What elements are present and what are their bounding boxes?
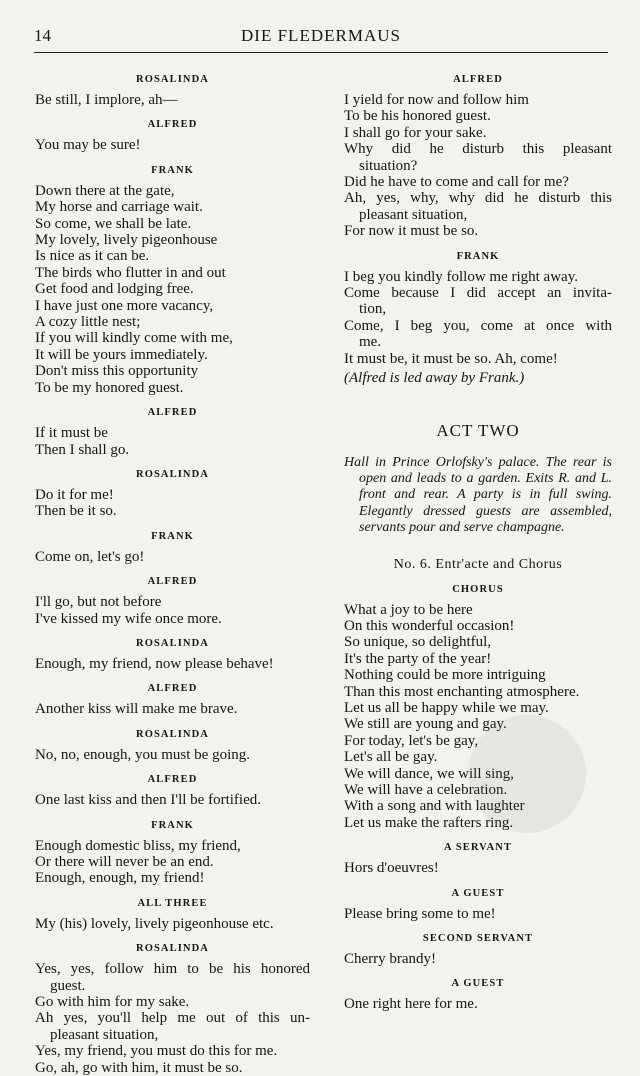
speaker-name: ALFRED bbox=[147, 119, 198, 131]
dialogue-line: A cozy little nest; bbox=[35, 314, 141, 331]
dialogue-line: Yes, yes, follow him to be his honored bbox=[35, 961, 310, 978]
dialogue-line: Why did he disturb this pleasant bbox=[344, 141, 612, 158]
dialogue-line: I yield for now and follow him bbox=[344, 92, 529, 108]
dialogue-line: Cherry brandy! bbox=[344, 951, 437, 968]
dialogue-line: If it must be bbox=[35, 425, 108, 442]
dialogue-line: You may be sure! bbox=[35, 137, 141, 154]
speaker-name: ALFRED bbox=[147, 683, 198, 695]
dialogue-line: Come on, let's go! bbox=[35, 548, 145, 565]
speaker-name: ALFRED bbox=[453, 74, 503, 85]
dialogue-line: Be still, I implore, ah— bbox=[35, 92, 178, 108]
dialogue-line: pleasant situation, bbox=[359, 206, 468, 223]
dialogue-line: Go with him for my sake. bbox=[35, 994, 190, 1010]
dialogue-line: My (his) lovely, lively pigeonhouse etc. bbox=[35, 915, 274, 932]
speaker-name: CHORUS bbox=[452, 583, 504, 595]
dialogue-line: For today, let's be gay, bbox=[344, 732, 479, 749]
dialogue-line: pleasant situation, bbox=[50, 1026, 159, 1043]
speaker-name: A GUEST bbox=[451, 978, 505, 990]
dialogue-line: situation? bbox=[359, 157, 418, 174]
dialogue-line: The birds who flutter in and out bbox=[35, 264, 226, 281]
dialogue-line: For now it must be so. bbox=[344, 223, 479, 240]
dialogue-line: Let us make the rafters ring. bbox=[344, 814, 514, 831]
right-column bbox=[344, 73, 612, 1013]
speaker-name: ROSALINDA bbox=[136, 74, 209, 85]
header-rule bbox=[34, 52, 608, 53]
dialogue-line: I beg you kindly follow me right away. bbox=[344, 268, 578, 285]
speaker-name: ALFRED bbox=[147, 576, 198, 588]
scene-setting: Hall in Prince Orlofsky's palace. The rear is open and leads to a garden. Exits R. and L. front and rear. A party is in full swing. Elegantly dressed guests are assembled, servants pour and serve champagne. bbox=[344, 454, 612, 536]
right-column-dialogue bbox=[344, 73, 612, 367]
dialogue-line: me. bbox=[359, 334, 382, 351]
page-header bbox=[34, 26, 608, 52]
dialogue-line: To be my honored guest. bbox=[35, 379, 184, 396]
dialogue-line: Please bring some to me! bbox=[344, 905, 496, 922]
dialogue-line: With a song and with laughter bbox=[344, 798, 525, 815]
dialogue-line: Did he have to come and call for me? bbox=[344, 174, 569, 191]
dialogue-line: Then be it so. bbox=[35, 503, 117, 520]
dialogue-line: So come, we shall be late. bbox=[35, 215, 192, 232]
dialogue-line: What a joy to be here bbox=[344, 601, 473, 618]
speaker-name: ALFRED bbox=[147, 407, 198, 419]
speaker-name: FRANK bbox=[151, 819, 194, 831]
dialogue-line: On this wonderful occasion! bbox=[344, 617, 515, 634]
number-title: No. 6. Entr'acte and Chorus bbox=[393, 556, 563, 572]
dialogue-line: Let's all be gay. bbox=[344, 749, 438, 766]
speaker-name: FRANK bbox=[151, 530, 194, 542]
dialogue-line: One right here for me. bbox=[344, 996, 478, 1013]
dialogue-line: Ah yes, you'll help me out of this un- bbox=[35, 1010, 310, 1027]
dialogue-line: Enough, enough, my friend! bbox=[35, 870, 205, 887]
act-title: ACT TWO bbox=[436, 420, 520, 440]
dialogue-line: We will dance, we will sing, bbox=[344, 765, 515, 782]
speaker-name: ROSALINDA bbox=[136, 468, 209, 480]
dialogue-line: Or there will never be an end. bbox=[35, 853, 214, 870]
dialogue-line: My horse and carriage wait. bbox=[35, 199, 203, 216]
dialogue-line: We will have a celebration. bbox=[344, 782, 508, 798]
dialogue-line: No, no, enough, you must be going. bbox=[35, 746, 250, 763]
page-number: 14 bbox=[34, 26, 51, 45]
dialogue-line: Down there at the gate, bbox=[35, 182, 175, 199]
dialogue-line: Another kiss will make me brave. bbox=[35, 701, 238, 718]
dialogue-line: guest. bbox=[50, 977, 86, 994]
speaker-name: ROSALINDA bbox=[136, 943, 209, 955]
dialogue-line: It's the party of the year! bbox=[344, 650, 492, 667]
dialogue-line: Than this most enchanting atmosphere. bbox=[344, 683, 580, 700]
dialogue-line: Enough, my friend, now please behave! bbox=[35, 655, 274, 672]
dialogue-line: I've kissed my wife once more. bbox=[35, 610, 222, 627]
dialogue-line: Come, I beg you, come at once with bbox=[344, 317, 612, 334]
dialogue-line: Go, ah, go with him, it must be so. bbox=[35, 1059, 243, 1076]
dialogue-line: Is nice as it can be. bbox=[35, 248, 150, 265]
dialogue-line: Then I shall go. bbox=[35, 441, 130, 458]
speaker-name: FRANK bbox=[151, 164, 194, 176]
dialogue-line: Hors d'oeuvres! bbox=[344, 860, 439, 877]
dialogue-line: Come because I did accept an invita- bbox=[344, 285, 612, 302]
dialogue-line: To be his honored guest. bbox=[344, 108, 491, 125]
speaker-name: ALFRED bbox=[147, 774, 198, 786]
dialogue-line: It will be yours immediately. bbox=[35, 346, 208, 363]
dialogue-line: My lovely, lively pigeonhouse bbox=[35, 232, 218, 249]
dialogue-line: Don't miss this opportunity bbox=[35, 363, 199, 380]
left-column bbox=[35, 73, 310, 1076]
dialogue-line: Get food and lodging free. bbox=[35, 281, 194, 298]
dialogue-line: So unique, so delightful, bbox=[344, 634, 492, 651]
speaker-name: A SERVANT bbox=[444, 842, 512, 854]
dialogue-line: Nothing could be more intriguing bbox=[344, 667, 546, 684]
stage-direction: (Alfred is led away by Frank.) bbox=[344, 370, 525, 387]
dialogue-line: If you will kindly come with me, bbox=[35, 330, 233, 347]
watermark-seal bbox=[468, 715, 586, 833]
speaker-name: ALL THREE bbox=[137, 897, 208, 909]
dialogue-line: Let us all be happy while we may. bbox=[344, 699, 549, 716]
dialogue-line: I'll go, but not before bbox=[35, 594, 162, 611]
dialogue-line: Yes, my friend, you must do this for me. bbox=[35, 1043, 278, 1060]
speaker-name: A GUEST bbox=[451, 887, 505, 899]
speaker-name: FRANK bbox=[456, 250, 500, 262]
dialogue-line: Do it for me! bbox=[35, 486, 114, 503]
dialogue-line: I have just one more vacancy, bbox=[35, 297, 214, 314]
speaker-name: ROSALINDA bbox=[136, 637, 209, 649]
dialogue-line: tion, bbox=[359, 301, 387, 318]
speaker-name: SECOND SERVANT bbox=[422, 933, 534, 945]
speaker-name: ROSALINDA bbox=[136, 728, 209, 740]
dialogue-line: We still are young and gay. bbox=[344, 716, 507, 733]
dialogue-line: One last kiss and then I'll be fortified. bbox=[35, 792, 261, 809]
running-title: DIE FLEDERMAUS bbox=[241, 26, 401, 45]
dialogue-line: It must be, it must be so. Ah, come! bbox=[344, 350, 558, 367]
dialogue-line: Enough domestic bliss, my friend, bbox=[35, 837, 241, 854]
dialogue-line: Ah, yes, why, why did he disturb this bbox=[344, 190, 612, 207]
dialogue-line: I shall go for your sake. bbox=[344, 124, 487, 141]
